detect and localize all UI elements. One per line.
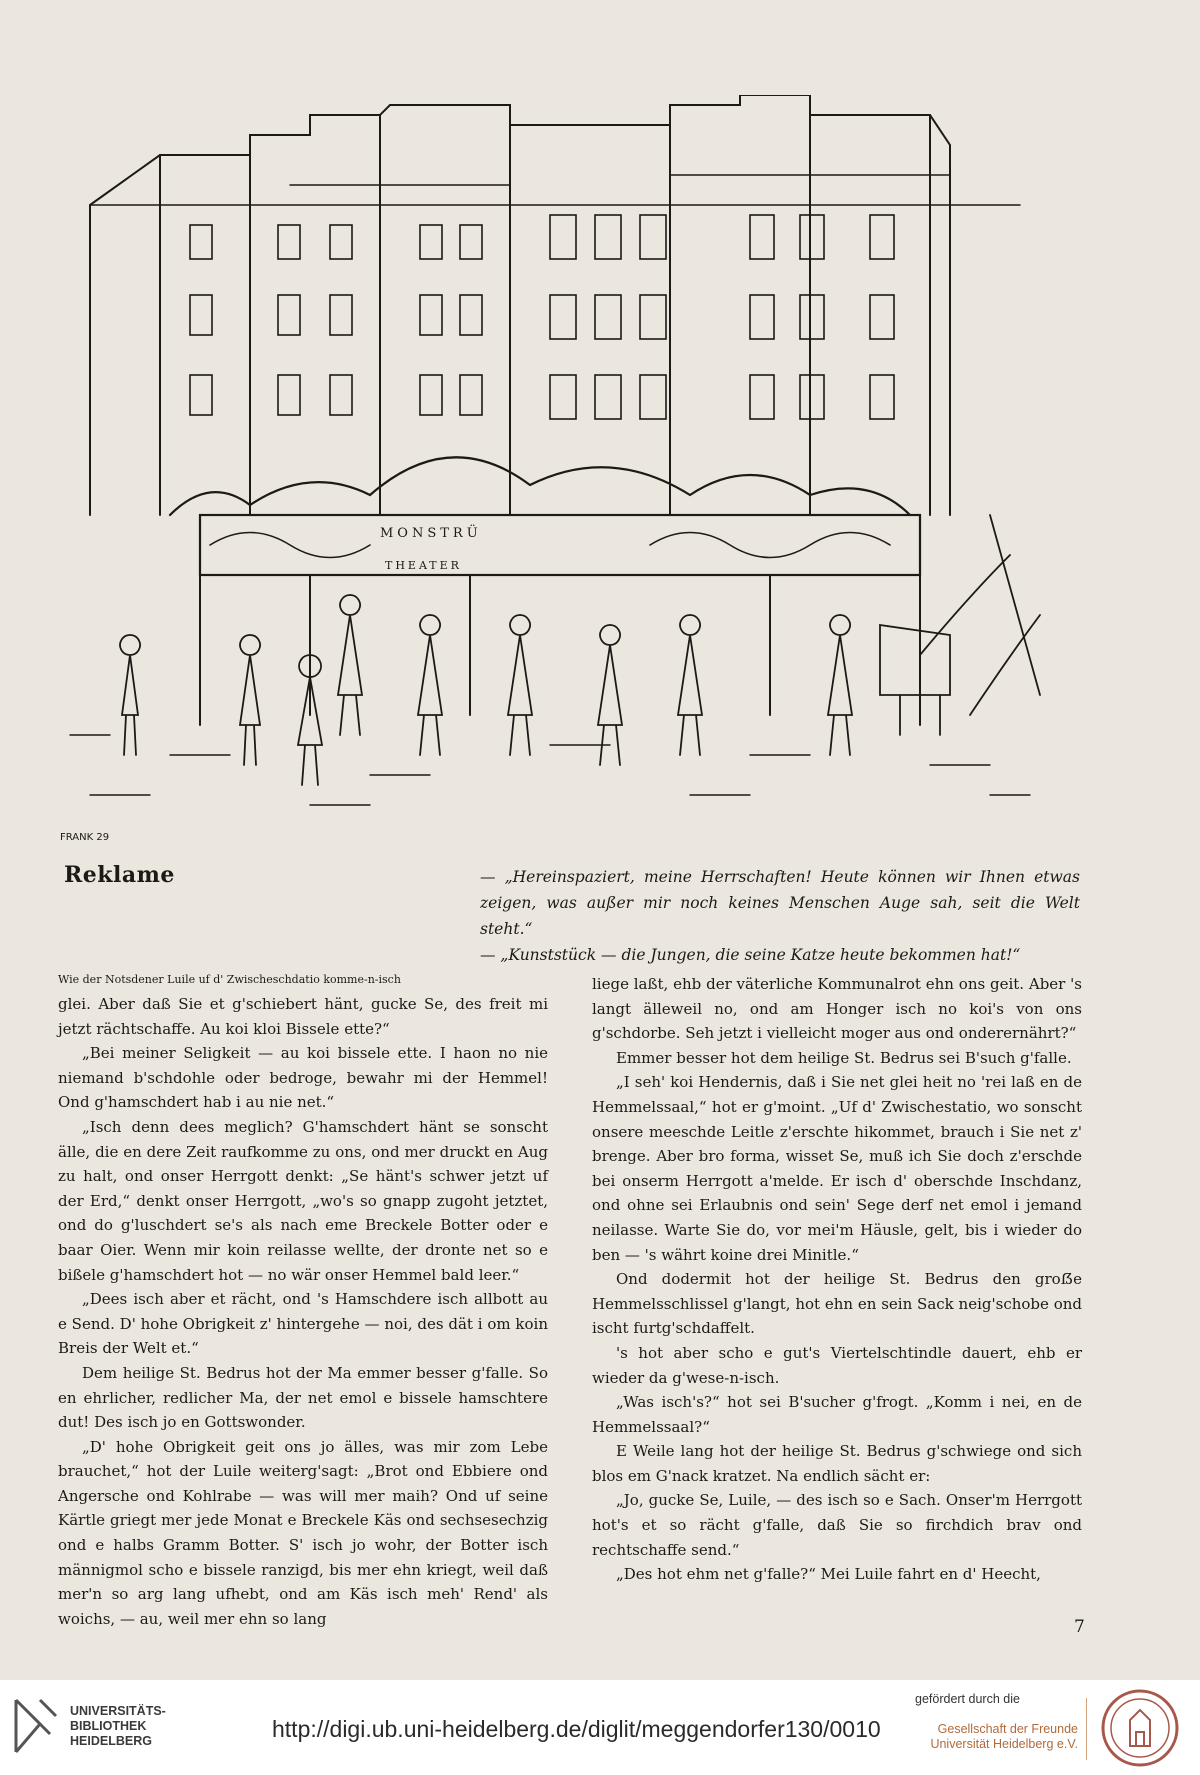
paragraph: liege laßt, ehb der väterliche Kommunalrot ehn ons geit. Aber 's langt älleweil no, ond am Honger isch no koi's von ons g'schdorbe. Seh jetzt i vielleicht moger aus ond onderernährt?“: [592, 975, 1082, 1043]
paragraph: „Des hot ehm net g'falle?“ Mei Luile fahrt en d' Heecht,: [616, 1565, 1041, 1584]
society-line1: Gesellschaft der Freunde: [937, 1722, 1078, 1736]
artist-signature: FRANK 29: [60, 832, 110, 843]
paragraph: E Weile lang hot der heilige St. Bedrus g'schwiege ond sich blos em G'nack kratzet. Na endlich sächt er:: [592, 1442, 1082, 1485]
ub-logo-icon: [10, 1694, 62, 1758]
university-seal-icon: [1100, 1688, 1180, 1768]
library-line2: BIBLIOTHEK: [70, 1719, 147, 1733]
paragraph: „Was isch's?“ hot sei B'sucher g'frogt. „Komm i nei, en de Hemmelssaal?“: [592, 1393, 1082, 1436]
paragraph: „Isch denn dees meglich? G'hamschdert hänt se sonscht älle, die en dere Zeit raufkomme zu ons, ond mer druckt en Aug zu halt, ond onser Herrgott denkt: „Se hänt's schwer jetzt uf der Erd,“ denkt onser Herrgott, „wo's so gnapp zugoht jetztet, ond do g'luschdert se's als nach eme Breckele Botter oder e baar Oier. Wenn mir koin reilasse wellte, der dronte net so e bißele g'hamschdert hot — no wär onser Hemmel bald leer.“: [58, 1117, 548, 1284]
paragraph: „Bei meiner Seligkeit — au koi bissele ette. I haon no nie niemand b'schdohle oder bedroge, bewahr mi der Hemmel! Ond g'hamschdert hab i au nie net.“: [58, 1044, 548, 1112]
paragraph: „I seh' koi Hendernis, daß i Sie net glei heit no 'rei laß en de Hemmelssaal,“ hot er g'moint. „Uf d' Zwischestatio, wo sonscht onsere meeschde Leitle z'erschte hikommet, brauch i Sie net z' brenge. Aber bro forma, wisset Se, muß ich Sie doch z'erschde bei onserm Herrgott a'melde. Er isch d' oberschde Inschdanz, ond ohne sei Erlaubnis ond sein' Sege derf net emol i jemand neilasse. Warte Sie do, vor mei'm Häusle, gelt, bis i wieder do ben — 's währt koine drei Minitle.“: [592, 1073, 1082, 1264]
caption-quote-line2: — „Kunststück — die Jungen, die seine Katze heute bekommen hat!“: [480, 946, 1021, 964]
paragraph: Dem heilige St. Bedrus hot der Ma emmer besser g'falle. So en ehrlicher, redlicher Ma, der net emol e bissele hamschtere dut! Des isch jo en Gottswonder.: [58, 1363, 548, 1432]
society-line2: Universität Heidelberg e.V.: [930, 1737, 1078, 1751]
paragraph: „Dees isch aber et rächt, ond 's Hamschdere isch allbott au e Send. D' hohe Obrigkeit z' hintergehe — noi, des dät i om koin Breis der Welt et.“: [58, 1290, 548, 1358]
article-subhead: Wie der Notsdener Luile uf d' Zwischeschdatio komme-n-isch: [58, 973, 401, 986]
library-line1: UNIVERSITÄTS-: [70, 1704, 166, 1718]
paragraph: „Jo, gucke Se, Luile, — des isch so e Sach. Onser'm Herrgott hot's et so rächt g'falle, daß Sie so firchdich brav ond rechtschaffe send.“: [592, 1491, 1082, 1559]
library-line3: HEIDELBERG: [70, 1734, 152, 1748]
caption-quote-line1: — „Hereinspaziert, meine Herrschaften! Heute können wir Ihnen etwas zeigen, was außer mir noch keines Menschen Auge sah, seit die Welt steht.“: [480, 868, 1080, 938]
paragraph: Ond dodermit hot der heilige St. Bedrus den groẞe Hemmelsschlissel g'langt, hot ehn en sein Sack neig'schobe ond ischt furtg'schdaffelt.: [592, 1270, 1082, 1338]
digitization-footer: [0, 1680, 1200, 1775]
page-number: 7: [1074, 1617, 1085, 1637]
theater-sign-line2: THEATER: [385, 559, 462, 572]
paragraph: glei. Aber daß Sie et g'schiebert hänt, gucke Se, des freit mi jetzt rächtschaffe. Au koi kloi Bissele ette?“: [58, 995, 548, 1038]
permalink-url[interactable]: http://digi.ub.uni-heidelberg.de/diglit/meggendorfer130/0010: [272, 1716, 881, 1742]
footer-divider: [1086, 1698, 1087, 1760]
caption-title: Reklame: [64, 862, 175, 888]
theater-sign-line1: MONSTRÜ: [380, 526, 482, 541]
article-column-right: [592, 972, 1082, 1587]
paragraph: 's hot aber scho e gut's Viertelschtindle dauert, ehb er wieder da g'wese-n-isch.: [592, 1343, 1082, 1387]
paragraph: „D' hohe Obrigkeit geit ons jo älles, was mir zom Lebe brauchet,“ hot der Luile weiterg'sagt: „Brot ond Ebbiere ond Angersche ond Kohlrabe — was will mer maih? Ond uf seine Kärtle griegt mer jede Monat e Breckele Käs ond sechsesechzig ond e halbs Gramm Botter. S' isch jo wohr, der Botter isch männigmol scho e bissele ranzigd, bis mer ehn kriegt, weil daß mer'n so arg lang ufhebt, ond am Käs isch meh' Rend' als woichs, — au, weil mer ehn so lang: [58, 1437, 548, 1628]
funded-by-label: gefördert durch die: [915, 1692, 1020, 1706]
article-column-left: [58, 972, 548, 1631]
caption-quote: [480, 864, 1080, 968]
theater-street-illustration: [50, 95, 1080, 855]
society-name: [918, 1722, 1078, 1752]
paragraph: Emmer besser hot dem heilige St. Bedrus sei B'such g'falle.: [616, 1048, 1072, 1067]
library-name: [70, 1704, 166, 1749]
